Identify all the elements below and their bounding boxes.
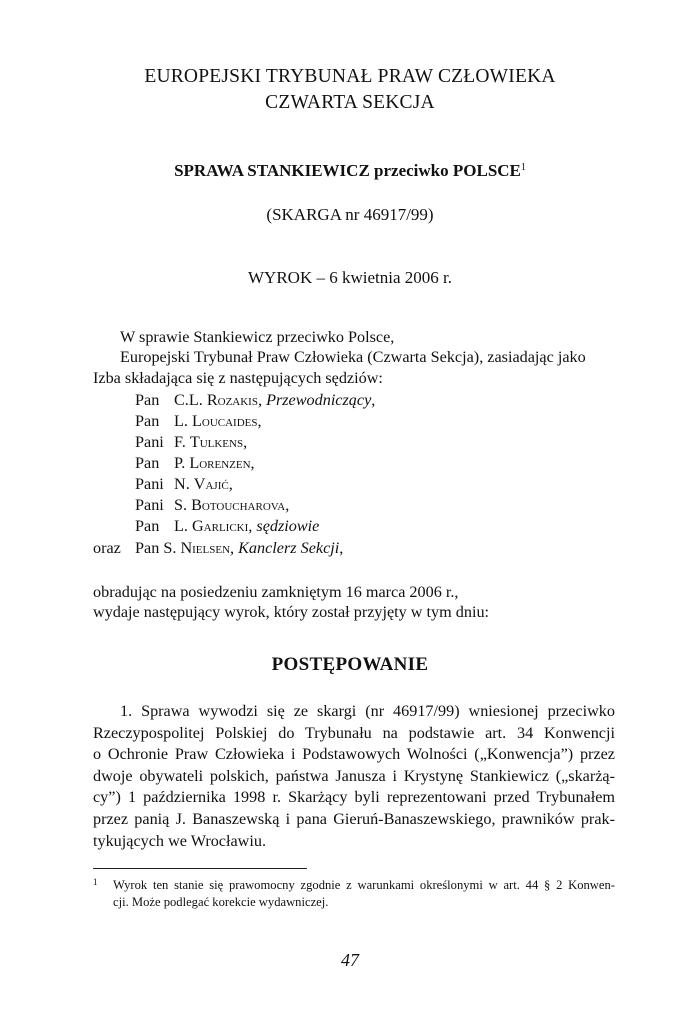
footnote-line: cji. Może podlegać korekcie wydawniczej. [113, 894, 329, 909]
judge-title: Pan [135, 517, 160, 535]
judge-title: Pan [135, 454, 160, 472]
intro-text [93, 327, 615, 388]
judge-title: Pan [135, 391, 160, 409]
paragraph-line: cy”) 1 października 1998 r. Skarżący byli reprezentowani przed Trybunałem [93, 788, 615, 807]
judge-title: Pani [135, 433, 164, 451]
judge-surname: Lorenzen [189, 454, 251, 472]
court-section: CZWARTA SEKCJA [265, 92, 435, 113]
judge-name: N. Vajić, [174, 475, 233, 493]
judge-name: S. Botoucharova, [174, 496, 290, 514]
footnote-reference: 1 [520, 162, 526, 173]
judge-surname: Vajić [193, 475, 229, 493]
judge-role: , sędziowie [248, 517, 320, 535]
judge-name: L. Garlicki, sędziowie [174, 517, 320, 535]
judge-surname: Botoucharova [191, 496, 286, 514]
court-name: EUROPEJSKI TRYBUNAŁ PRAW CZŁOWIEKA [144, 66, 556, 87]
intro-line-1: W sprawie Stankiewicz przeciwko Polsce, [120, 328, 395, 346]
page-number: 47 [341, 950, 359, 970]
case-title-text: SPRAWA STANKIEWICZ przeciwko POLSCE [174, 161, 521, 180]
judge-name: C.L. Rozakis, Przewodniczący, [174, 391, 376, 409]
case-title [0, 161, 700, 181]
registrar-surname: Nielsen [180, 539, 231, 557]
judge-title: Pan [135, 412, 160, 430]
paragraph-line: o Ochronie Praw Człowieka i Podstawowych Wolności („Konwencja”) przez [93, 745, 615, 764]
paragraph-line: przez panią J. Banaszewską i pana Gieruń-Banaszewskiego, prawników prak- [93, 809, 615, 828]
judge-title: Pani [135, 496, 164, 514]
judge-name: F. Tulkens, [174, 433, 248, 451]
judge-surname: Loucaides [191, 412, 258, 430]
paragraph-line: Rzeczypospolitej Polskiej do Trybunału na podstawie art. 34 Konwencji [93, 723, 615, 742]
registrar-name: Pan S. Nielsen, Kanclerz Sekcji, [135, 539, 344, 557]
intro-line-2: Europejski Trybunał Praw Człowieka (Czwarta Sekcja), zasiadając jako [120, 348, 586, 367]
footnote-text [113, 877, 615, 910]
paragraph-line: tykujących we Wrocławiu. [93, 831, 267, 850]
judge-surname: Garlicki [191, 517, 249, 535]
judge-surname: Rozakis [206, 391, 258, 409]
judge-name: P. Lorenzen, [174, 454, 255, 472]
judge-surname: Tulkens [189, 433, 244, 451]
judge-title: Pani [135, 475, 164, 493]
paragraph-1 [93, 701, 615, 852]
section-heading: POSTĘPOWANIE [271, 654, 429, 675]
footnote-mark: 1 [93, 877, 98, 887]
deliberation-line-1: obradując na posiedzeniu zamkniętym 16 marca 2006 r., [93, 583, 459, 601]
registrar-role: , Kanclerz Sekcji [230, 539, 340, 557]
footnote-divider [93, 868, 307, 869]
application-number: (SKARGA nr 46917/99) [266, 205, 434, 224]
paragraph-line: dwoje obywateli polskich, państwa Janusza i Krystynę Stankiewicz („skarżą- [93, 766, 615, 785]
intro-line-3: Izba składająca się z następujących sędziów: [93, 368, 383, 387]
registrar-prefix: oraz [93, 539, 121, 557]
deliberation-text [93, 582, 615, 623]
paragraph-line: 1. Sprawa wywodzi się ze skargi (nr 46917/99) wniesionej przeciwko [120, 702, 615, 720]
deliberation-line-2: wydaje następujący wyrok, który został przyjęty w tym dniu: [93, 603, 490, 622]
judge-name: L. Loucaides, [174, 412, 262, 430]
footnote-line: Wyrok ten stanie się prawomocny zgodnie z warunkami określonymi w art. 44 § 2 Konwen- [113, 878, 615, 892]
judge-role: , Przewodniczący [257, 391, 372, 409]
judgment-date: WYROK – 6 kwietnia 2006 r. [248, 268, 452, 287]
